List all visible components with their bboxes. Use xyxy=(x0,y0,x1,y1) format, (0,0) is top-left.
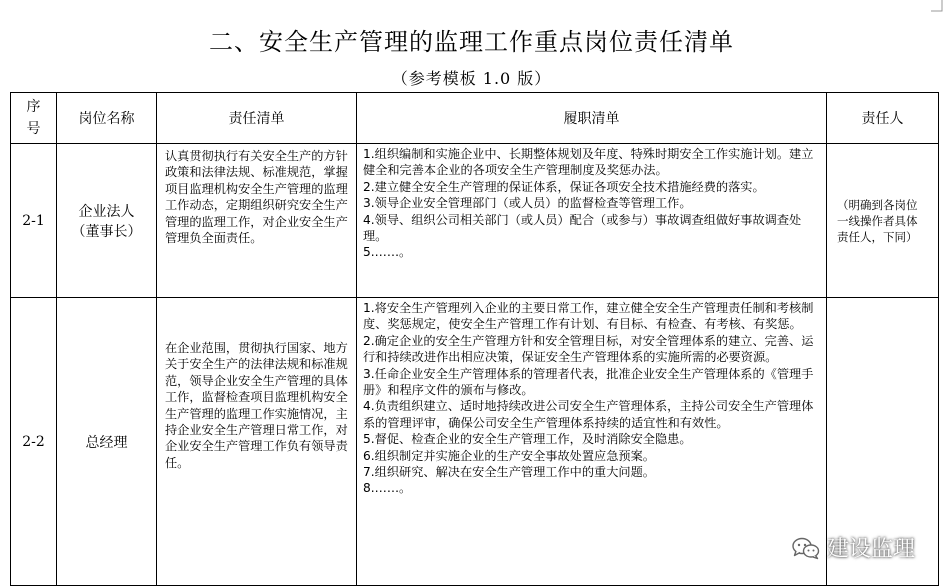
row-position xyxy=(57,144,157,298)
responsibility-table xyxy=(10,92,939,586)
duty-item: 1.将安全生产管理列入企业的主要日常工作，建立健全安全生产管理责任制和考核制度、奖惩规定，使安全生产管理工作有计划、有目标、有检查、有考核、有奖惩。 xyxy=(363,301,814,332)
row-responsibilities: 在企业范围，贯彻执行国家、地方关于安全生产的法律法规和标准规范，领导企业安全生产管理的具体工作，监督检查项目监理机构安全生产管理的监理工作实施情况，主持企业安全生产管理日常工作，对企业安全生产管理工作负有领导责任。 xyxy=(157,298,357,586)
wechat-bubble-icon xyxy=(791,536,821,560)
duty-item: 2.确定企业的安全生产管理方针和安全管理目标，对安全管理体系的建立、完善、运行和持续改进作出相应决策，保证安全生产管理体系的实施所需的必要资源。 xyxy=(363,333,814,365)
table-header-row xyxy=(11,93,939,144)
duty-item: 4.领导、组织公司相关部门（或人员）配合（或参与）事故调查组做好事故调查处理。 xyxy=(363,212,802,244)
document-title: 二、安全生产管理的监理工作重点岗位责任清单 xyxy=(209,28,734,56)
row-position xyxy=(57,298,157,586)
header-duties: 履职清单 xyxy=(357,93,827,144)
header-position: 岗位名称 xyxy=(57,93,157,144)
duty-item: 7.组织研究、解决在安全生产管理工作中的重大问题。 xyxy=(363,465,655,480)
row-owner: （明确到各岗位一线操作者具体责任人，下同） xyxy=(827,144,939,298)
document-subtitle: （参考模板 1.0 版） xyxy=(391,69,552,88)
header-owner: 责任人 xyxy=(827,93,939,144)
duty-item: 4.负责组织建立、适时地持续改进公司安全生产管理体系，主持公司安全生产管理体系的管理评审，确保公司安全生产管理体系持续的适宜性和有效性。 xyxy=(363,399,814,430)
watermark xyxy=(791,532,915,563)
duty-item: 6.组织制定并实施企业的生产安全事故处置应急预案。 xyxy=(363,448,655,463)
duty-item: 1.组织编制和实施企业中、长期整体规划及年度、特殊时期安全工作实施计划。建立健全和完善本企业的各项安全生产管理制度及奖惩办法。 xyxy=(363,147,814,178)
duty-item: 5.……。 xyxy=(363,245,412,260)
duty-item: 3.领导企业安全管理部门（或人员）的监督检查等管理工作。 xyxy=(363,196,692,211)
header-seq: 序号 xyxy=(11,93,57,144)
row-duties xyxy=(357,298,827,586)
corner-crop-mark xyxy=(931,0,943,12)
watermark-text: 建设监理 xyxy=(826,537,915,562)
row-responsibilities: 认真贯彻执行有关安全生产的方针政策和法律法规、标准规范，掌握项目监理机构安全生产管理的监理工作动态，定期组织研究安全生产管理的监理工作，对企业安全生产管理负全面责任。 xyxy=(157,144,357,298)
position-name: 企业法人 xyxy=(78,203,135,220)
duty-item: 3.任命企业安全生产管理体系的管理者代表，批准企业安全生产管理体系的《管理手册》和程序文件的颁布与修改。 xyxy=(363,366,814,398)
duty-item: 8.……。 xyxy=(363,481,412,496)
position-name: 总经理 xyxy=(85,434,128,451)
row-seq: 2-2 xyxy=(11,298,57,586)
row-duties xyxy=(357,144,827,298)
duty-item: 5.督促、检查企业的安全生产管理工作，及时消除安全隐患。 xyxy=(363,432,692,447)
position-title: （董事长） xyxy=(71,223,142,240)
header-responsibilities: 责任清单 xyxy=(157,93,357,144)
duty-item: 2.建立健全安全生产管理的保证体系，保证各项安全技术措施经费的落实。 xyxy=(363,179,765,194)
row-seq: 2-1 xyxy=(11,144,57,298)
table-row xyxy=(11,144,939,298)
